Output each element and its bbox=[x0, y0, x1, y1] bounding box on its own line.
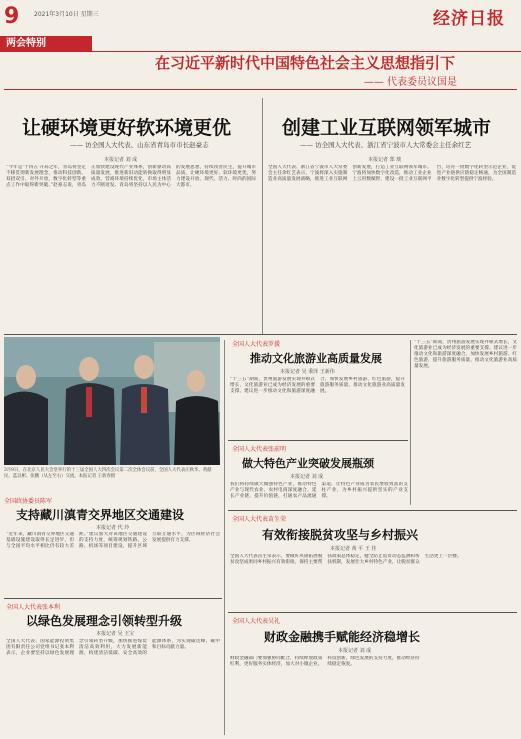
page-header bbox=[0, 0, 521, 30]
column-divider bbox=[410, 340, 411, 505]
column-divider bbox=[224, 340, 225, 735]
article-body-continued: “十三五”期间，贵州旅游发展实现井喷式增长，文化旅游业已成为经济发展的重要支撑。建议进一步推动文化和旅游深度融合，加快发展乡村旅游、红色旅游，提升旅游服务质量，推动文化旅游业高质量发展。 bbox=[414, 340, 517, 369]
article-body: 我们将持续做大做强特色产业，推动特色产业与现代农业、农村电商深度融合，延长产业链、提升价值链，打通农产品流通渠道，让特色产业成为农民增收致富的支柱产业，为乡村振兴提供坚实的产业支撑。 bbox=[230, 482, 408, 499]
article-byline: 本报记者 吴 玉宝 bbox=[96, 631, 135, 637]
article-title: 做大特色产业突破发展瓶颈 bbox=[242, 457, 374, 470]
article-title: 推动文化旅游业高质量发展 bbox=[250, 352, 382, 365]
article-kicker: 全国政协委员陈军 bbox=[4, 498, 53, 505]
article-title: 有效衔接脱贫攻坚与乡村振兴 bbox=[262, 528, 419, 542]
article-title: 支持藏川滇青交界地区交通建设 bbox=[16, 508, 185, 522]
article-byline: 本报记者 黄 平 王 佳 bbox=[330, 546, 377, 552]
article-byline: 本报记者 刘 成 bbox=[290, 474, 324, 480]
masthead-logo: 经济日报 bbox=[433, 9, 505, 29]
page-number: 9 bbox=[4, 4, 20, 29]
article-body: 全国人大代表、国家能源投资集团有限责任公司党组书记张本利表示，企业要坚持以绿色发展理念引领转型升级，加快推进煤炭清洁高效利用，大力发展新能源，构建清洁低碳、安全高效的能源体系，为实现碳达峰、碳中和目标贡献力量。 bbox=[6, 639, 220, 656]
photo-caption: 3月9日，在北京人民大会堂举行的十三届全国人大四次会议第二次全体会议前，全国人大代表庄秋华、黄献民、蓝以彬、张鹏（从左至右）交流。本报记者 王新春摄 bbox=[4, 468, 212, 479]
article-kicker: 全国人大代表吴礼 bbox=[232, 618, 281, 625]
article-kicker: 全国人大代表罗援 bbox=[232, 341, 281, 348]
section-rule bbox=[228, 612, 517, 613]
banner-subtitle: —— 代表委员议国是 bbox=[363, 77, 457, 88]
article-body: “今年是‘十四五’开局之年，青岛将坚定不移贯彻新发展理念，推动科技创新、双招双引、对外开放，数字化转型等重点工作中取得新突破。”赵豪志说，青岛正加快建设现代产业体系，创新驱动高质量发展，推进新旧动能转换取得明显成效，营商环境持续优化，市场主体活力不断迸发。青岛将坚持以人民为中心的发展思想，持续改善民生，提升城市品质，让硬环境更好、软环境更优，努力建设开放、现代、活力、时尚的国际大都市。 bbox=[6, 165, 256, 188]
article-body: “近年来，藏川滇青交界地区交通基础设施建设取得长足进步，但与全国平均水平相比仍有较大差距。”建议加大对该地区交通建设的支持力度，统筹规划铁路、公路、机场等项目建设，提升区域互联互通水平，为区域经济社会发展提供有力支撑。 bbox=[6, 532, 220, 549]
article-subtitle: —— 访全国人大代表、浙江省宁波市人大常委会主任余红艺 bbox=[300, 141, 472, 149]
article-title: 让硬环境更好软环境更优 bbox=[22, 117, 232, 139]
article-byline: 本报记者 吴 秉泽 王新伟 bbox=[280, 369, 335, 375]
article-kicker: 全国人大代表苗生荣 bbox=[232, 516, 287, 523]
section-rule bbox=[228, 510, 517, 511]
article-title: 创建工业互联网领军城市 bbox=[282, 117, 492, 139]
section-label: 两会特别 bbox=[0, 36, 92, 52]
article-title: 以绿色发展理念引领转型升级 bbox=[26, 614, 183, 628]
banner-rule bbox=[4, 89, 517, 90]
article-body: “十三五”期间，贵州旅游发展实现井喷式增长，文化旅游业已成为经济发展的重要支撑。建议进一步推动文化和旅游深度融合，加快发展乡村旅游、红色旅游，提升旅游服务质量，推动文化旅游业高质量发展。 bbox=[230, 377, 405, 394]
column-divider bbox=[262, 98, 263, 334]
article-body: 全国人大代表、浙江省宁波市人大常委会主任余红艺表示，宁波将深入实施制造业高质量发展战略，推进工业互联网创新发展，打造工业互联网领军城市。宁波将加快数字化改造，推动工业企业上云用数赋智，建设一批工业互联网平台，培育一批数字化转型示范企业，促进产业链供应链稳定畅通，为全国制造业数字化转型提供宁波经验。 bbox=[268, 165, 516, 182]
article-byline: 本报记者 刘 成 bbox=[104, 157, 138, 163]
article-body: 财政金融部门要加强协同配合，持续释放政策红利，更好服务实体经济，加大对小微企业、科技创新、绿色发展的支持力度，推动经济持续稳定恢复。 bbox=[230, 656, 420, 667]
section-rule bbox=[4, 598, 222, 599]
article-body: 全国人大代表苗生荣表示，要做好巩固拓展脱贫攻坚成果同乡村振兴有效衔接，保持主要帮扶政策总体稳定，健全防止返贫动态监测和帮扶机制，发展壮大乡村特色产业，让脱贫群众生活更上一层楼。 bbox=[230, 554, 462, 565]
article-kicker: 全国人大代表张本利 bbox=[6, 604, 61, 611]
article-byline: 本报记者 刘 成 bbox=[338, 648, 372, 654]
section-rule bbox=[4, 334, 517, 335]
photo-image bbox=[4, 337, 220, 465]
issue-date: 2021年3月10日 星期三 bbox=[34, 11, 99, 18]
article-kicker: 全国人大代表张前明 bbox=[232, 446, 287, 453]
section-rule bbox=[228, 440, 408, 441]
article-subtitle: —— 访全国人大代表、山东省青岛市市长赵豪志 bbox=[70, 141, 209, 149]
article-byline: 本报记者 郑 琰 bbox=[368, 157, 402, 163]
article-byline: 本报记者 代 玲 bbox=[96, 525, 130, 531]
article-title: 财政金融携手赋能经济稳增长 bbox=[264, 630, 421, 644]
news-photo bbox=[4, 337, 220, 465]
banner-title: 在习近平新时代中国特色社会主义思想指引下 bbox=[154, 54, 455, 72]
